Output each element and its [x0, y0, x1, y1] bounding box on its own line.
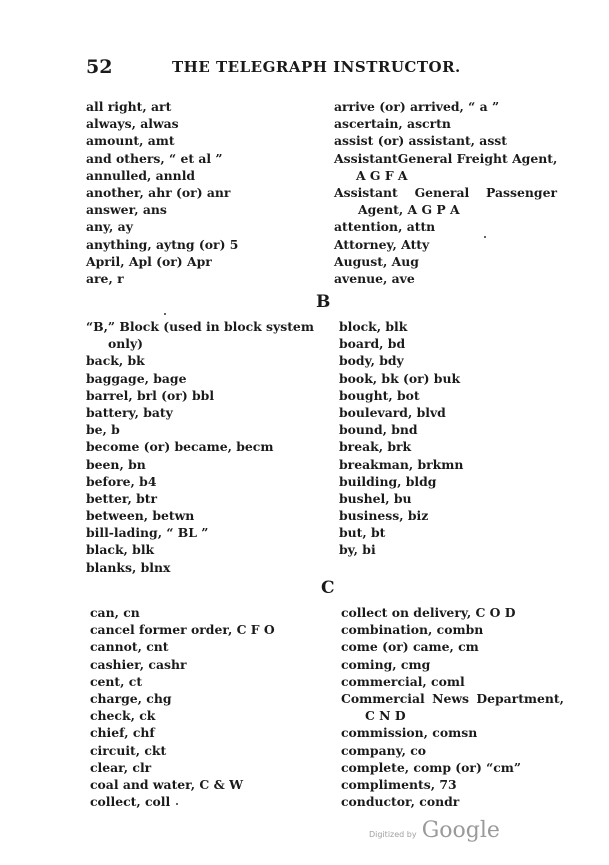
list-item — [334, 184, 557, 201]
list-item: cancel former order, C F O — [90, 622, 275, 638]
list-item: break, brk — [339, 439, 412, 455]
list-item-continuation: A G F A — [356, 167, 408, 183]
list-item: been, bn — [86, 456, 146, 472]
list-item-continuation: C N D — [365, 708, 406, 724]
list-item: baggage, bage — [86, 370, 187, 386]
list-item: charge, chg — [90, 690, 172, 706]
list-item: company, co — [341, 742, 427, 758]
list-item: barrel, brl (or) bbl — [86, 387, 215, 403]
list-item: another, ahr (or) anr — [86, 184, 231, 200]
list-item: combination, combn — [341, 622, 484, 638]
word: Commercial — [341, 690, 425, 706]
list-item: collect on delivery, C O D — [341, 605, 516, 620]
section-c-heading: C — [321, 578, 335, 598]
list-item: breakman, brkmn — [339, 456, 464, 472]
section-a-right-column — [334, 98, 557, 287]
list-item: board, bd — [339, 336, 406, 352]
list-item: between, betwn — [86, 508, 195, 524]
list-item: ascertain, ascrtn — [334, 116, 451, 132]
list-item: become (or) became, becm — [86, 439, 274, 455]
list-item — [341, 690, 564, 707]
digitized-by-google-watermark — [369, 818, 500, 843]
list-item: bought, bot — [339, 387, 420, 403]
list-item: commercial, coml — [341, 673, 465, 689]
list-item: bill-lading, “ BL ” — [86, 525, 209, 541]
list-item: assist (or) assistant, asst — [334, 133, 508, 149]
list-item: Attorney, Atty — [334, 236, 430, 252]
list-item: bound, bnd — [339, 422, 418, 438]
list-item: are, r — [86, 270, 124, 286]
list-item: come (or) came, cm — [341, 639, 479, 655]
list-item: clear, clr — [90, 759, 152, 775]
list-item: and others, “ et al ” — [86, 150, 223, 166]
list-item-continuation: Agent, A G P A — [358, 202, 460, 218]
ink-speck — [484, 236, 486, 238]
word: Assistant — [334, 184, 398, 200]
list-item: boulevard, blvd — [339, 404, 446, 420]
list-item: commission, comsn — [341, 725, 478, 741]
list-item: business, biz — [339, 508, 429, 524]
section-b-right-column — [339, 318, 463, 559]
list-item: all right, art — [86, 99, 172, 114]
list-item: before, b4 — [86, 473, 157, 489]
list-item: cannot, cnt — [90, 639, 169, 655]
list-item: body, bdy — [339, 353, 404, 369]
page-number: 52 — [86, 56, 113, 78]
list-item: better, btr — [86, 490, 158, 506]
section-b-heading: B — [316, 292, 331, 312]
ink-speck — [164, 313, 166, 315]
section-c-left-column — [90, 604, 275, 810]
list-item: but, bt — [339, 525, 386, 541]
list-item: chief, chf — [90, 725, 155, 741]
list-item: battery, baty — [86, 404, 173, 420]
list-item: can, cn — [90, 605, 140, 620]
word: Passenger — [486, 184, 557, 200]
page-header — [86, 56, 526, 78]
list-item: check, ck — [90, 708, 156, 724]
list-item: AssistantGeneral Freight Agent, — [334, 150, 558, 166]
ink-speck — [176, 803, 178, 805]
list-item: compliments, 73 — [341, 776, 457, 792]
list-item: cashier, cashr — [90, 656, 187, 672]
list-item: April, Apl (or) Apr — [86, 253, 212, 269]
list-item: conductor, condr — [341, 794, 460, 810]
list-item: annulled, annld — [86, 167, 196, 183]
list-item: coal and water, C & W — [90, 776, 244, 792]
section-c-right-column — [341, 604, 564, 810]
list-item: circuit, ckt — [90, 742, 167, 758]
list-item: attention, attn — [334, 219, 436, 235]
list-item: always, alwas — [86, 116, 179, 132]
list-item: August, Aug — [334, 253, 419, 269]
list-item: collect, coll — [90, 794, 171, 810]
word: News — [432, 690, 469, 706]
list-item: be, b — [86, 422, 120, 438]
list-item: complete, comp (or) “cm” — [341, 759, 522, 775]
list-item: answer, ans — [86, 202, 167, 218]
list-item: amount, amt — [86, 133, 175, 149]
watermark-google-logo: Google — [421, 818, 500, 843]
list-item: arrive (or) arrived, “ a ” — [334, 99, 500, 114]
list-item: avenue, ave — [334, 270, 415, 286]
running-title: THE TELEGRAPH INSTRUCTOR. — [172, 58, 461, 76]
list-item: building, bldg — [339, 473, 437, 489]
list-item-continuation: only) — [108, 336, 144, 352]
list-item: bushel, bu — [339, 490, 412, 506]
list-item: “B,” Block (used in block system — [86, 319, 314, 334]
list-item: back, bk — [86, 353, 145, 369]
list-item: black, blk — [86, 542, 155, 558]
list-item: anything, aytng (or) 5 — [86, 236, 239, 252]
list-item: coming, cmg — [341, 656, 431, 672]
word: General — [414, 184, 470, 200]
word: Department, — [476, 690, 564, 706]
list-item: blanks, blnx — [86, 559, 171, 575]
list-item: by, bi — [339, 542, 376, 558]
watermark-digitized-text: Digitized by — [369, 830, 417, 839]
list-item: block, blk — [339, 319, 408, 334]
section-a-left-column — [86, 98, 238, 287]
list-item: cent, ct — [90, 673, 143, 689]
list-item: book, bk (or) buk — [339, 370, 461, 386]
list-item: any, ay — [86, 219, 133, 235]
section-b-left-column — [86, 318, 314, 576]
